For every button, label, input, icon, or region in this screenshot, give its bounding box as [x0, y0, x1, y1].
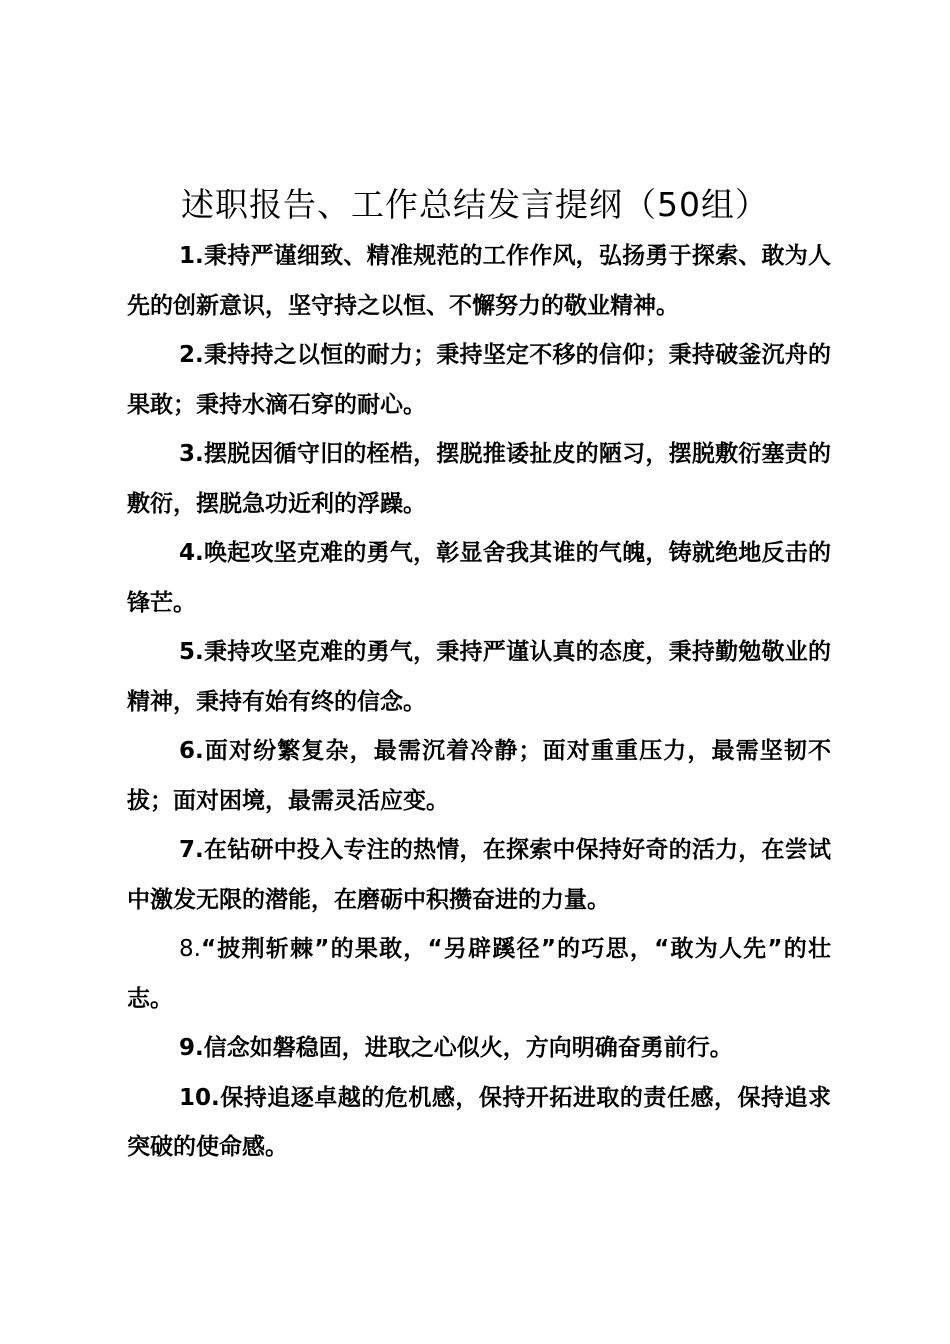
item-number: 9.: [179, 1035, 204, 1061]
list-item: [127, 1024, 831, 1074]
list-item: [127, 331, 831, 430]
item-text: 唤起攻坚克难的勇气，彰显舍我其谁的气魄，铸就绝地反击的锋芒。: [127, 540, 831, 616]
item-text: 秉持持之以恒的耐力；秉持坚定不移的信仰；秉持破釜沉舟的果敢；秉持水滴石穿的耐心。: [127, 342, 831, 418]
item-number: 10.: [179, 1084, 220, 1111]
list-item: [127, 925, 831, 1024]
item-number: 1.: [179, 243, 204, 269]
list-item: [127, 826, 831, 925]
list-item: [127, 232, 831, 331]
item-text: “披荆斩棘”的果敢，“另辟蹊径”的巧思，“敢为人先”的壮志。: [127, 936, 831, 1012]
item-number: 2.: [179, 342, 204, 368]
list-item: [127, 1074, 831, 1173]
item-text: 信念如磐稳固，进取之心似火，方向明确奋勇前行。: [203, 1035, 733, 1061]
item-text: 摆脱因循守旧的桎梏，摆脱推诿扯皮的陋习，摆脱敷衍塞责的敷衍，摆脱急功近利的浮躁。: [127, 441, 831, 517]
item-number: 3.: [179, 441, 204, 467]
item-number: 4.: [179, 540, 204, 566]
list-item: [127, 430, 831, 529]
item-text: 在钻研中投入专注的热情，在探索中保持好奇的活力，在尝试中激发无限的潜能，在磨砺中积攒奋进的力量。: [127, 837, 831, 913]
item-text: 秉持攻坚克难的勇气，秉持严谨认真的态度，秉持勤勉敬业的精神，秉持有始有终的信念。: [127, 639, 831, 715]
item-text: 面对纷繁复杂，最需沉着冷静；面对重重压力，最需坚韧不拔；面对困境，最需灵活应变。: [127, 738, 831, 814]
list-item: [127, 727, 831, 826]
item-text: 保持追逐卓越的危机感，保持开拓进取的责任感，保持追求突破的使命感。: [127, 1084, 831, 1160]
item-number: 7.: [179, 837, 204, 863]
list-item: [127, 628, 831, 727]
document-title: 述职报告、工作总结发言提纲（50组）: [181, 185, 769, 224]
list-item: [127, 529, 831, 628]
item-number: 6.: [179, 738, 204, 764]
item-number: 5.: [179, 639, 204, 665]
item-number: 8.: [179, 936, 201, 962]
item-list: [127, 232, 831, 1173]
item-text: 秉持严谨细致、精准规范的工作作风，弘扬勇于探索、敢为人先的创新意识，坚守持之以恒、不懈努力的敬业精神。: [127, 243, 831, 319]
